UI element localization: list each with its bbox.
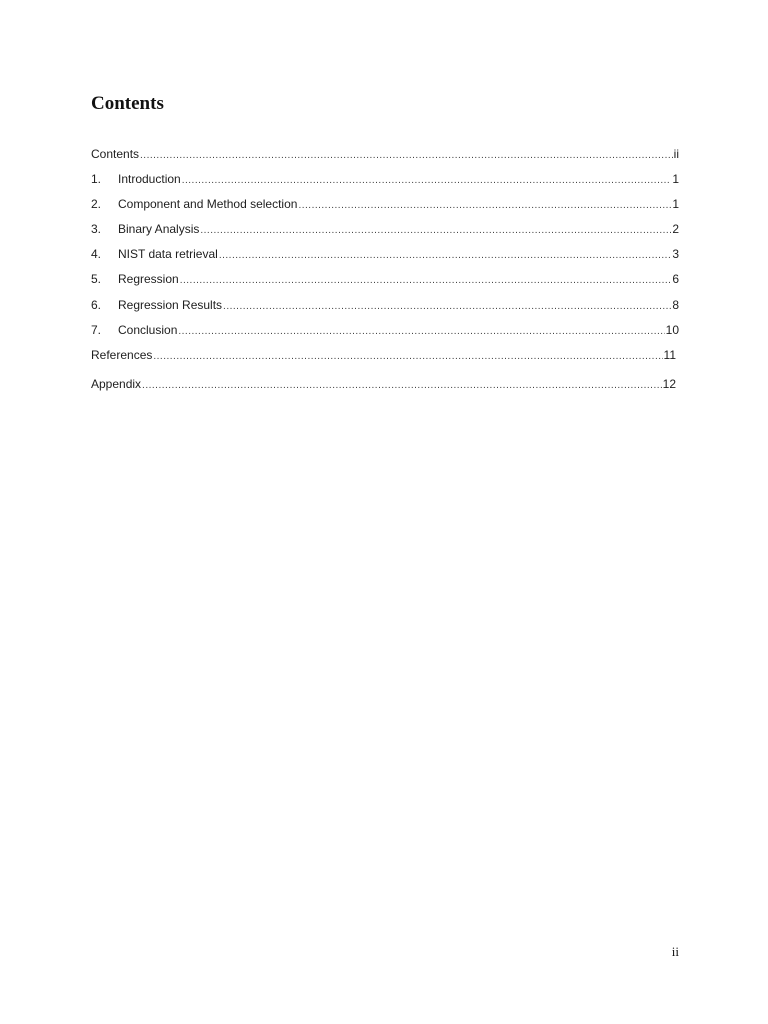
toc-entry-number: 5.	[91, 272, 102, 286]
toc-entry-number: 4.	[91, 247, 102, 261]
toc-entry-conclusion[interactable]	[91, 320, 679, 340]
toc-dot-leader	[140, 146, 673, 166]
toc-entry-title: Regression Results	[118, 298, 223, 312]
toc-entry-page: 8	[672, 298, 679, 312]
toc-entry-page: 12	[662, 377, 676, 391]
toc-entry-page: ii	[673, 147, 679, 161]
toc-entry-page: 11	[663, 348, 676, 362]
toc-entry-page: 1	[672, 197, 679, 211]
toc-entry-page: 10	[665, 323, 679, 337]
page-number: ii	[671, 944, 679, 959]
toc-entry-page: 3	[672, 247, 679, 261]
toc-entry-title: Component and Method selection	[118, 197, 298, 211]
toc-entry-number: 7.	[91, 323, 102, 337]
toc-dot-leader	[178, 322, 664, 342]
toc-entry-number: 6.	[91, 298, 102, 312]
toc-dot-leader	[200, 221, 671, 241]
toc-dot-leader	[182, 171, 672, 191]
toc-entry-number: 3.	[91, 222, 102, 236]
toc-entry-references[interactable]	[91, 345, 676, 365]
toc-entry-component-method-selection[interactable]	[91, 194, 679, 214]
toc-entry-title: Binary Analysis	[118, 222, 200, 236]
toc-entry-title: References	[91, 348, 153, 362]
toc-entry-number: 1.	[91, 172, 102, 186]
toc-entry-title: Conclusion	[118, 323, 178, 337]
toc-entry-title: Regression	[118, 272, 179, 286]
toc-dot-leader	[180, 271, 672, 291]
toc-entry-regression-results[interactable]	[91, 295, 679, 315]
toc-entry-title: Introduction	[118, 172, 181, 186]
toc-entry-introduction[interactable]	[91, 169, 679, 189]
page-title: Contents	[91, 93, 164, 114]
toc-entry-regression[interactable]	[91, 269, 679, 289]
toc-entry-page: 6	[672, 272, 679, 286]
toc-entry-title: NIST data retrieval	[118, 247, 218, 261]
toc-dot-leader	[153, 347, 662, 367]
toc-entry-title: Contents	[91, 147, 140, 161]
toc-entry-page: 1	[672, 172, 679, 186]
toc-dot-leader	[219, 246, 671, 266]
toc-entry-page: 2	[672, 222, 679, 236]
toc-entry-nist-data-retrieval[interactable]	[91, 244, 679, 264]
toc-entry-binary-analysis[interactable]	[91, 219, 679, 239]
toc-dot-leader	[223, 297, 671, 317]
toc-entry-appendix[interactable]	[91, 374, 676, 394]
toc-entry-title: Appendix	[91, 377, 142, 391]
toc-dot-leader	[142, 376, 662, 396]
toc-dot-leader	[298, 196, 671, 216]
toc-entry-number: 2.	[91, 197, 102, 211]
toc-entry-contents[interactable]	[91, 144, 679, 164]
